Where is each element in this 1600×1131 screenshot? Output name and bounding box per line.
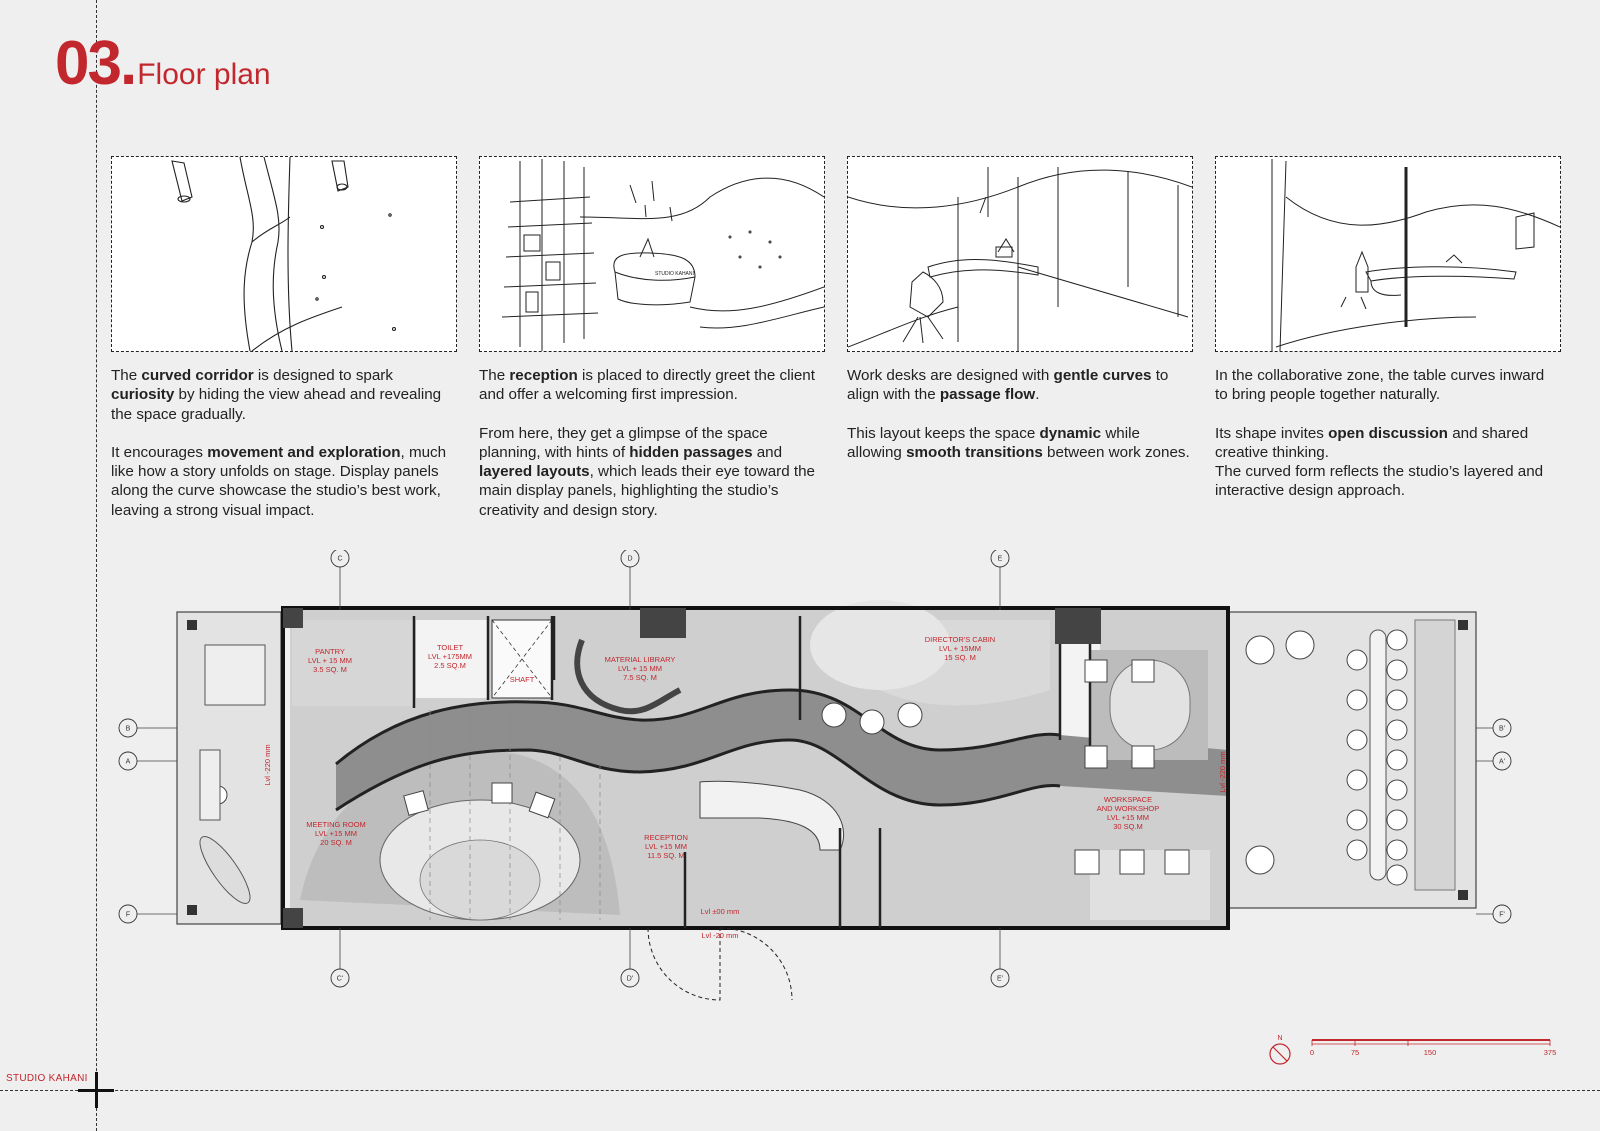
svg-text:F: F xyxy=(125,911,131,919)
grid-axis-bubble-right xyxy=(1476,752,1511,770)
body-text: is placed to directly greet the client and offer a welcoming first impression. xyxy=(479,367,815,404)
reception-desk-sign: STUDIO KAHANI xyxy=(655,271,694,277)
body-text: , much like how a story unfolds on stage. Display panels along the curve showcase the studio’s best work, leaving a strong visual impact. xyxy=(111,443,447,519)
body-text: The xyxy=(111,367,142,384)
body-text: In the collaborative zone, the table curves inward to bring people together naturally. xyxy=(1215,367,1545,404)
level-label: Lvl -220 mm xyxy=(1218,751,1227,793)
north-arrow-icon xyxy=(1270,1035,1290,1064)
room-label-workspace: WORKSPACE xyxy=(1103,795,1153,804)
grid-axis-bubble-left xyxy=(119,719,177,737)
room-label-toilet: TOILET xyxy=(436,643,464,652)
room-label-pantry: LVL + 15 MM xyxy=(308,656,352,665)
room-label-reception: LVL +15 MM xyxy=(645,842,687,851)
view-work-desks-image xyxy=(847,156,1193,352)
body-text: . xyxy=(1035,386,1040,404)
description-paragraph xyxy=(847,366,1192,405)
body-text: is designed to spark xyxy=(253,367,393,384)
level-label: Lvl -220 mm xyxy=(263,744,272,786)
emphasis-text: reception xyxy=(509,367,578,384)
scale-tick: 75 xyxy=(1350,1048,1360,1057)
body-text: while allowing xyxy=(847,424,1140,461)
room-label-library: LVL + 15 MM xyxy=(618,664,662,673)
page-title xyxy=(55,28,271,99)
svg-text:C': C' xyxy=(336,975,344,983)
view-reception-image xyxy=(479,156,825,352)
body-text: From here, they get a glimpse of the space planning, with hints of xyxy=(479,424,768,461)
room-label-meeting: 20 SQ. M xyxy=(320,838,352,847)
svg-text:B: B xyxy=(125,725,131,733)
room-label-workspace: LVL +15 MM xyxy=(1107,813,1149,822)
room-label-reception: RECEPTION xyxy=(644,833,688,842)
scale-tick: 0 xyxy=(1309,1048,1315,1057)
body-text: Its shape invites xyxy=(1215,424,1329,442)
room-label-library: MATERIAL LIBRARY xyxy=(604,655,676,664)
view-description-2 xyxy=(479,366,824,539)
emphasis-text: hidden passages xyxy=(629,443,753,461)
body-text: by hiding the view ahead and revealing the space gradually. xyxy=(111,386,442,423)
description-paragraph xyxy=(479,366,824,405)
body-text: This layout keeps the space xyxy=(847,424,1040,442)
emphasis-text: passage flow xyxy=(939,386,1036,404)
room-label-library: 7.5 SQ. M xyxy=(623,673,657,682)
view-curved-corridor-image xyxy=(111,156,457,352)
description-paragraph xyxy=(111,443,456,520)
grid-axis-bubble-top xyxy=(331,550,349,610)
body-text: , which leads their eye toward the main display panels, highlighting the studio’s creativity and design story. xyxy=(479,463,815,519)
description-paragraph xyxy=(847,424,1192,463)
room-label-director: LVL + 15MM xyxy=(939,644,981,653)
north-label: N xyxy=(1277,1035,1283,1042)
emphasis-text: smooth transitions xyxy=(906,443,1043,461)
emphasis-text: curiosity xyxy=(111,386,175,404)
scale-tick: 375 xyxy=(1543,1048,1557,1057)
view-collaborative-zone-image xyxy=(1215,156,1561,352)
svg-text:B': B' xyxy=(1498,725,1506,733)
grid-axis-bubble-left xyxy=(119,752,177,770)
body-text: between work zones. xyxy=(1042,443,1190,461)
description-paragraph xyxy=(1215,366,1560,405)
grid-axis-bubble-bottom xyxy=(621,928,639,987)
scale-bar xyxy=(1260,1022,1560,1082)
svg-text:E: E xyxy=(997,555,1003,563)
svg-text:A: A xyxy=(125,758,131,766)
room-label-reception: 11.5 SQ. M xyxy=(647,851,685,860)
room-label-pantry: PANTRY xyxy=(315,647,345,656)
view-description-3 xyxy=(847,366,1192,481)
floor-plan-drawing xyxy=(100,550,1560,1020)
svg-text:D: D xyxy=(627,555,633,563)
section-title: Floor plan xyxy=(137,58,271,91)
description-paragraph xyxy=(111,366,456,424)
room-label-shaft: SHAFT xyxy=(509,675,535,684)
body-text: The curved form reflects the studio’s layered and interactive design approach. xyxy=(1215,463,1544,500)
room-label-meeting: LVL +15 MM xyxy=(315,829,357,838)
section-number: 03. xyxy=(55,29,136,98)
room-label-pantry: 3.5 SQ. M xyxy=(313,665,347,674)
footer-studio-name: STUDIO KAHANI xyxy=(6,1073,88,1084)
body-text: and xyxy=(752,443,783,461)
view-description-4 xyxy=(1215,366,1560,520)
emphasis-text: dynamic xyxy=(1039,424,1102,442)
room-label-director: DIRECTOR'S CABIN xyxy=(924,635,996,644)
grid-axis-bubble-bottom xyxy=(991,928,1009,987)
room-label-workspace: 30 SQ.M xyxy=(1113,822,1143,831)
body-text: The xyxy=(479,367,510,384)
room-label-entry_lower: Lvl -20 mm xyxy=(701,931,739,940)
room-label-toilet: 2.5 SQ.M xyxy=(434,661,466,670)
body-text: It encourages xyxy=(111,443,208,461)
grid-axis-bubble-top xyxy=(991,550,1009,610)
body-text: and shared creative thinking. xyxy=(1215,424,1529,461)
grid-axis-bubble-top xyxy=(621,550,639,610)
view-description-1 xyxy=(111,366,456,539)
scale-tick: 150 xyxy=(1423,1048,1437,1057)
emphasis-text: curved corridor xyxy=(141,367,254,384)
margin-guide-horizontal xyxy=(0,1090,1600,1091)
crop-mark xyxy=(78,1089,114,1092)
svg-text:C: C xyxy=(337,555,343,563)
room-label-toilet: LVL +175MM xyxy=(428,652,472,661)
emphasis-text: movement and exploration xyxy=(207,443,401,461)
emphasis-text: gentle curves xyxy=(1053,367,1152,384)
description-paragraph xyxy=(1215,424,1560,501)
grid-axis-bubble-bottom xyxy=(331,928,349,987)
body-text: Work desks are designed with xyxy=(847,367,1054,384)
margin-guide-vertical xyxy=(96,0,97,1131)
grid-axis-bubble-left xyxy=(119,905,177,923)
svg-text:D': D' xyxy=(626,975,634,983)
emphasis-text: open discussion xyxy=(1328,424,1448,442)
description-paragraph xyxy=(479,424,824,520)
body-text: to align with the xyxy=(847,367,1169,404)
room-label-entry_upper: Lvl ±00 mm xyxy=(700,907,740,916)
svg-text:E': E' xyxy=(996,975,1004,983)
grid-axis-bubble-right xyxy=(1476,905,1511,923)
svg-text:F': F' xyxy=(1499,911,1505,919)
room-label-workspace: AND WORKSHOP xyxy=(1096,804,1160,813)
svg-text:A': A' xyxy=(1498,758,1506,766)
room-label-meeting: MEETING ROOM xyxy=(306,820,366,829)
emphasis-text: layered layouts xyxy=(479,463,590,481)
grid-axis-bubble-right xyxy=(1476,719,1511,737)
room-label-director: 15 SQ. M xyxy=(944,653,976,662)
